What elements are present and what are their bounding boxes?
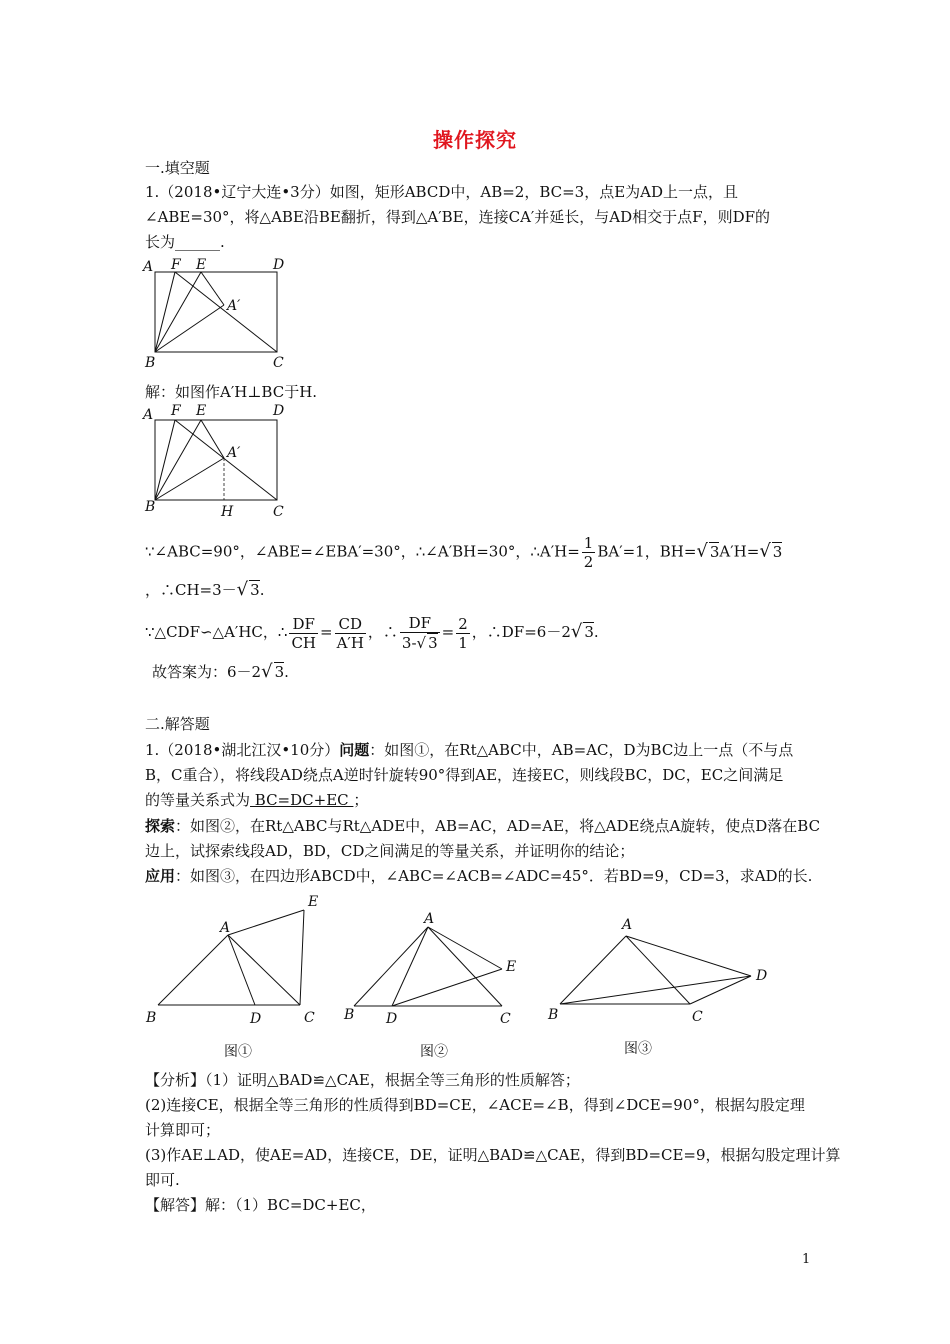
label-E: E xyxy=(196,403,207,419)
problem-line-1 xyxy=(145,740,793,760)
question-1-line-2: ∠ABE=30°，将△ABE沿BE翻折，得到△A′BE，连接CA′并延长，与AD相交于点F，则DF的 xyxy=(145,208,771,226)
label-A-prime: A′ xyxy=(227,445,241,461)
numerator: CD xyxy=(335,615,366,634)
radicand: 3 xyxy=(428,634,438,652)
radicand: 3 xyxy=(709,542,720,561)
numerator: 1 xyxy=(583,534,594,552)
radicand: 3 xyxy=(250,581,260,599)
fraction-df-ch xyxy=(289,615,318,652)
solution-line-1 xyxy=(145,534,782,571)
radicand: 3 xyxy=(772,542,783,561)
answer-blank: BC=DC+EC xyxy=(250,791,354,809)
figure-2-triangle xyxy=(340,905,530,1030)
numerator: DF xyxy=(289,615,318,634)
text: BA′=1，BH= xyxy=(597,542,697,561)
label-problem: 问题 xyxy=(339,741,370,759)
sqrt-sign-icon: √ xyxy=(570,621,583,642)
figure-3-quadrilateral xyxy=(540,905,780,1030)
label-D: D xyxy=(273,257,285,273)
text: ； xyxy=(353,791,369,809)
radicand: 3 xyxy=(274,663,285,681)
text: ：如图①，在Rt△ABC中，AB=AC，D为BC边上一点（不与点 xyxy=(369,741,794,759)
label-C: C xyxy=(273,355,284,371)
explore-line-2: 边上，试探索线段AD，BD，CD之间满足的等量关系，并证明你的结论； xyxy=(145,842,635,860)
text: = xyxy=(441,623,455,641)
text: . xyxy=(259,581,265,599)
label-B: B xyxy=(146,1010,157,1026)
label-A-prime: A′ xyxy=(227,298,241,314)
text: ∵∠ABC=90°，∠ABE=∠EBA′=30°，∴∠A′BH=30°，∴A′H= xyxy=(145,542,580,561)
fraction-cd-ah xyxy=(335,615,366,652)
question-1-line-1: 1.（2018•辽宁大连•3分）如图，矩形ABCD中，AB=2，BC=3，点E为AD上一点，且 xyxy=(145,183,739,201)
sqrt-sign-icon: √ xyxy=(236,579,249,600)
text: ∵△CDF∽△A′HC，∴ xyxy=(145,623,288,641)
label-H: H xyxy=(221,504,234,520)
text: ，∴DF=6－2 xyxy=(471,623,571,641)
question-1-line-3: 长为______. xyxy=(145,233,225,251)
analysis-line-5: 即可. xyxy=(145,1171,180,1189)
denominator: 2 xyxy=(583,553,594,571)
explore-line-1 xyxy=(145,816,820,836)
caption-figure-3: 图③ xyxy=(624,1041,652,1057)
label-explore: 探索 xyxy=(145,817,176,835)
text: 故答案为：6－2 xyxy=(152,663,262,681)
text: = xyxy=(320,623,333,641)
label-E: E xyxy=(308,894,319,910)
analysis-line-3: 计算即可； xyxy=(145,1121,221,1139)
figure-1-triangle xyxy=(140,890,330,1030)
label-D: D xyxy=(386,1011,398,1027)
solution-line-3 xyxy=(145,614,599,652)
section-heading-answer: 二.解答题 xyxy=(145,715,210,733)
analysis-line-1: 【分析】（1）证明△BAD≌△CAE，根据全等三角形的性质解答； xyxy=(145,1071,580,1089)
fraction-2-1 xyxy=(456,615,470,652)
figure-rectangle-1 xyxy=(140,255,300,375)
sqrt-sign-icon: √ xyxy=(261,661,273,682)
label-B: B xyxy=(145,499,156,515)
label-apply: 应用 xyxy=(145,867,176,885)
label-B: B xyxy=(344,1007,355,1023)
page-title: 操作探究 xyxy=(433,128,517,152)
analysis-line-4: (3)作AE⊥AD，使AE=AD，连接CE，DE，证明△BAD≌△CAE，得到BD=CE=9，根据勾股定理计算 xyxy=(145,1146,841,1164)
denominator: CH xyxy=(291,633,316,652)
denominator xyxy=(400,633,440,652)
apply-line-1 xyxy=(145,866,812,886)
fraction-df-ch-value xyxy=(400,614,440,652)
solution-answer-line: 【解答】解：（1）BC=DC+EC， xyxy=(145,1196,376,1214)
text: 1.（2018•湖北江汉•10分） xyxy=(145,741,340,759)
label-A: A xyxy=(143,259,154,275)
label-A: A xyxy=(143,407,154,423)
radicand: 3 xyxy=(584,623,594,641)
fraction-one-half xyxy=(582,534,596,571)
label-C: C xyxy=(500,1011,511,1027)
text: ：如图②，在Rt△ABC与Rt△ADE中，AB=AC，AD=AE，将△ADE绕点A旋转，使点D落在BC xyxy=(175,817,821,835)
problem-line-3 xyxy=(145,790,368,810)
text: ：如图③，在四边形ABCD中，∠ABC=∠ACB=∠ADC=45°．若BD=9，CD=3，求AD的长. xyxy=(175,867,813,885)
answer-line xyxy=(152,662,289,682)
denominator: A′H xyxy=(336,633,364,652)
label-C: C xyxy=(692,1009,703,1025)
label-E: E xyxy=(506,959,517,975)
label-B: B xyxy=(548,1007,559,1023)
page-number: 1 xyxy=(802,1252,811,1267)
text: ，∴ xyxy=(367,623,398,641)
label-D: D xyxy=(273,403,285,419)
caption-figure-1: 图① xyxy=(224,1044,252,1060)
text: . xyxy=(593,623,599,641)
text: 3- xyxy=(401,634,417,652)
solution-intro: 解：如图作A′H⊥BC于H. xyxy=(145,383,318,401)
caption-figure-2: 图② xyxy=(420,1044,448,1060)
label-D: D xyxy=(250,1011,262,1027)
analysis-line-2: (2)连接CE，根据全等三角形的性质得到BD=CE，∠ACE=∠B，得到∠DCE=90°，根据勾股定理 xyxy=(145,1096,805,1114)
denominator: 1 xyxy=(458,633,468,652)
label-C: C xyxy=(273,504,284,520)
label-D: D xyxy=(756,968,768,984)
label-F: F xyxy=(171,257,181,273)
problem-line-2: B，C重合），将线段AD绕点A逆时针旋转90°得到AE，连接EC，则线段BC，DC，EC之间满足 xyxy=(145,766,784,784)
text: . xyxy=(284,663,289,681)
sqrt-sign-icon: √ xyxy=(759,540,771,562)
numerator: 2 xyxy=(458,614,468,633)
text: ，∴CH=3－ xyxy=(145,581,237,599)
numerator: DF xyxy=(400,614,440,633)
label-A: A xyxy=(622,917,633,933)
figure-rectangle-2 xyxy=(140,403,300,523)
solution-line-2 xyxy=(145,580,264,600)
sqrt-sign-icon: √ xyxy=(696,540,708,562)
text: A′H= xyxy=(719,542,760,561)
label-C: C xyxy=(304,1010,315,1026)
sqrt-sign-icon: √ xyxy=(416,634,427,652)
label-B: B xyxy=(145,355,156,371)
label-F: F xyxy=(171,403,181,419)
label-E: E xyxy=(196,257,207,273)
section-heading-fill: 一.填空题 xyxy=(145,159,210,177)
label-A: A xyxy=(220,920,231,936)
label-A: A xyxy=(424,911,435,927)
text: 的等量关系式为 xyxy=(145,791,251,809)
